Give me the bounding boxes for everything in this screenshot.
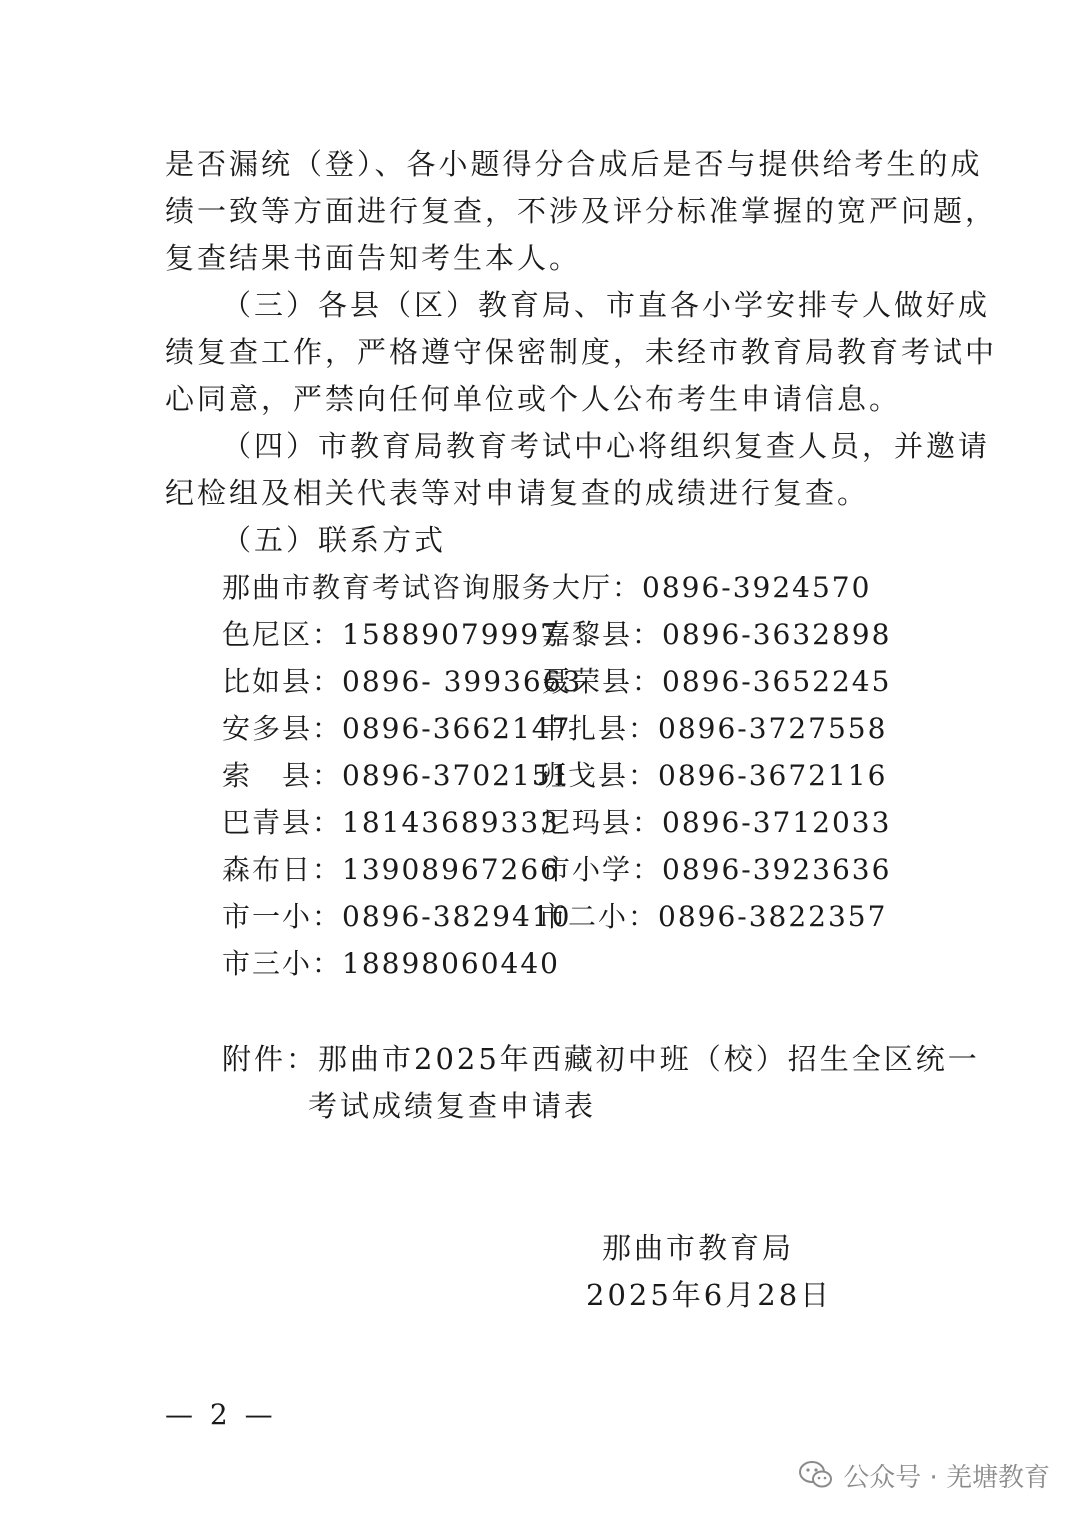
contact-row [222, 895, 888, 935]
contact-right: 班戈县：0896-3672116 [538, 759, 888, 792]
contact-row [222, 754, 888, 794]
contact-left: 色尼区：15889079997 [222, 618, 560, 651]
p1-line-3: 复查结果书面告知考生本人。 [165, 241, 582, 275]
p1-line-1: 是否漏统（登）、各小题得分合成后是否与提供给考生的成 [165, 147, 983, 181]
p3-line-2: 纪检组及相关代表等对申请复查的成绩进行复查。 [165, 476, 870, 510]
contact-left: 索 县：0896-3702151 [222, 759, 572, 792]
contact-left: 安多县：0896-3662147 [222, 712, 572, 745]
attachment-line-1: 附件：那曲市2025年西藏初中班（校）招生全区统一 [222, 1042, 980, 1076]
contact-hall: 那曲市教育考试咨询服务大厅：0896-3924570 [222, 571, 872, 604]
contact-row [222, 613, 892, 653]
watermark [799, 1455, 1050, 1495]
contact-left: 市一小：0896-3829410 [222, 900, 572, 933]
p2-line-2: 绩复查工作，严格遵守保密制度，未经市教育局教育考试中 [165, 335, 998, 369]
contact-right: 聂荣县：0896-3652245 [542, 665, 892, 698]
contact-right: 尼玛县：0896-3712033 [542, 806, 892, 839]
signature-org: 那曲市教育局 [602, 1231, 795, 1265]
contact-left: 市三小：18898060440 [222, 947, 560, 980]
wechat-icon [799, 1460, 833, 1490]
contact-left: 巴青县：18143689333 [222, 806, 560, 839]
attachment-line-2: 考试成绩复查申请表 [308, 1089, 597, 1123]
contact-right: 市二小：0896-3822357 [538, 900, 888, 933]
contact-row [222, 801, 892, 841]
page-number: — 2 — [165, 1398, 277, 1431]
contact-row [222, 707, 888, 747]
contact-heading: （五）联系方式 [222, 523, 447, 557]
p2-line-3: 心同意，严禁向任何单位或个人公布考生申请信息。 [165, 382, 902, 416]
p1-line-2: 绩一致等方面进行复查，不涉及评分标准掌握的宽严问题， [165, 194, 998, 228]
signature-date: 2025年6月28日 [586, 1278, 833, 1312]
contact-row [222, 848, 892, 888]
contact-row [222, 942, 560, 982]
watermark-text: 公众号 · 羌塘教育 [843, 1462, 1050, 1493]
p2-line-1: （三）各县（区）教育局、市直各小学安排专人做好成 [222, 288, 991, 322]
p3-line-1: （四）市教育局教育考试中心将组织复查人员，并邀请 [222, 429, 991, 463]
contact-right: 市小学：0896-3923636 [542, 853, 892, 886]
contact-row [222, 660, 892, 700]
contact-left: 森布日：13908967266 [222, 853, 560, 886]
contact-right: 申扎县：0896-3727558 [538, 712, 888, 745]
contact-right: 嘉黎县：0896-3632898 [542, 618, 892, 651]
contact-left: 比如县：0896- 3993663 [222, 665, 583, 698]
